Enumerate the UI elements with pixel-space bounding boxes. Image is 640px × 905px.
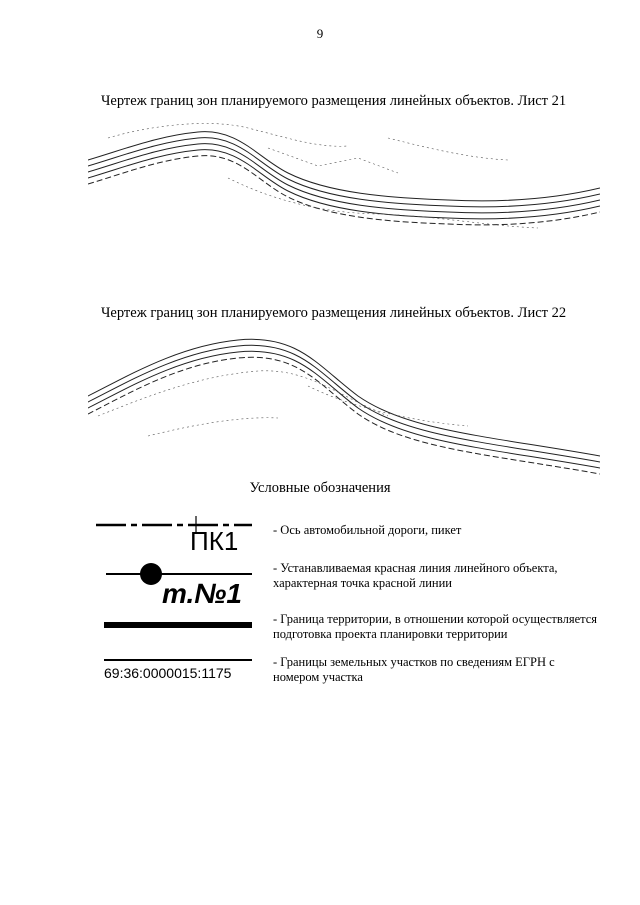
sheet-21-drawing	[88, 118, 600, 248]
sheet-21-caption: Чертеж границ зон планируемого размещения линейных объектов. Лист 21	[101, 93, 567, 109]
sheet-22-caption: Чертеж границ зон планируемого размещения линейных объектов. Лист 22	[101, 305, 567, 321]
page-number: 9	[316, 26, 324, 41]
legend-item-road-axis: - Ось автомобильной дороги, пикет	[273, 523, 462, 537]
sheet-22-drawing	[88, 326, 600, 476]
point-label: т.№1	[162, 578, 242, 609]
territory-boundary-symbol	[104, 622, 252, 628]
legend-item-red-line: - Устанавливаемая красная линия линейного объекта, характерная точка красной линии	[273, 561, 558, 590]
parcel-number-label: 69:36:0000015:1175	[104, 665, 232, 681]
legend-item-territory-boundary: - Граница территории, в отношении которой осуществляется подготовка проекта планировки территории	[273, 612, 598, 641]
legend-item-land-parcels: - Границы земельных участков по сведениям ЕГРН с номером участка	[273, 655, 555, 684]
legend-title: Условные обозначения	[249, 480, 391, 496]
land-parcel-symbol	[104, 659, 252, 661]
picket-label: ПК1	[190, 526, 239, 556]
